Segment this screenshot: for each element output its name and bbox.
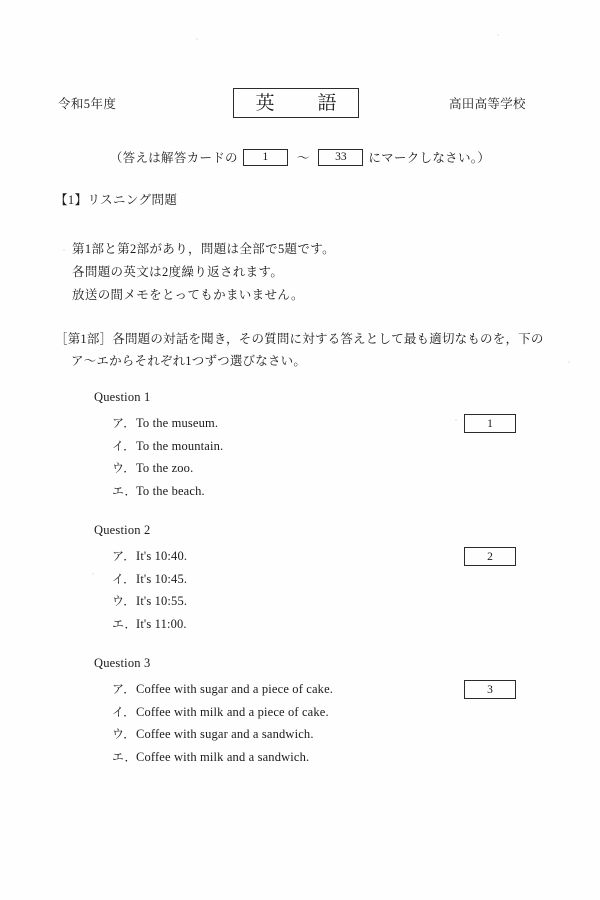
choice-marker: ウ． xyxy=(112,594,136,608)
choice-option[interactable] xyxy=(112,480,223,503)
choice-option[interactable] xyxy=(112,746,333,769)
choice-option[interactable] xyxy=(112,590,187,613)
subject-title-box xyxy=(233,88,359,118)
part1-instruction xyxy=(55,328,555,372)
choice-option[interactable] xyxy=(112,701,333,724)
answer-number-box: 1 xyxy=(464,414,516,433)
choice-text: Coffee with sugar and a sandwich. xyxy=(136,727,314,741)
mark-range-start-box: 1 xyxy=(243,149,288,166)
listening-notes xyxy=(72,238,335,307)
part1-instruction-line: ア～エからそれぞれ1つずつ選びなさい。 xyxy=(71,354,307,368)
section-heading-listening: 【1】リスニング問題 xyxy=(55,193,178,207)
choice-option[interactable] xyxy=(112,723,333,746)
choice-marker: エ． xyxy=(112,616,137,631)
choice-marker: ア． xyxy=(112,682,136,696)
choice-marker: ウ． xyxy=(112,727,136,741)
choice-option[interactable] xyxy=(112,545,187,568)
scan-speckle xyxy=(196,38,198,40)
choice-list xyxy=(112,545,187,635)
choice-marker: エ． xyxy=(112,749,137,764)
choice-text: To the mountain. xyxy=(136,438,224,453)
mark-range-separator: ～ xyxy=(296,151,310,165)
choice-option[interactable] xyxy=(112,435,223,458)
choice-option[interactable] xyxy=(112,678,333,701)
school-name-label: 高田高等学校 xyxy=(449,97,526,111)
scan-speckle xyxy=(497,34,499,36)
scan-speckle xyxy=(568,361,570,363)
choice-text: To the beach. xyxy=(136,483,205,498)
question-label: Question 2 xyxy=(94,523,151,537)
era-year-label: 令和5年度 xyxy=(58,97,117,111)
answer-card-instruction xyxy=(0,146,600,168)
choice-option[interactable] xyxy=(112,457,223,480)
part1-instruction-line: ［第1部］各問題の対話を聞き，その質問に対する答えとして最も適切なものを，下の xyxy=(55,332,544,346)
choice-text: Coffee with milk and a piece of cake. xyxy=(136,704,329,719)
listening-note-line: 放送の間メモをとってもかまいません。 xyxy=(72,288,304,302)
choice-list xyxy=(112,678,333,768)
choice-text: Coffee with sugar and a piece of cake. xyxy=(136,682,334,696)
choice-marker: エ． xyxy=(112,483,137,498)
choice-text: It's 11:00. xyxy=(136,616,187,631)
listening-note-line: 第1部と第2部があり，問題は全部で5題です。 xyxy=(72,242,335,256)
choice-option[interactable] xyxy=(112,412,223,435)
mark-range-end-box: 33 xyxy=(318,149,363,166)
question-label: Question 1 xyxy=(94,390,151,404)
mark-instruction-suffix: にマークしなさい。） xyxy=(368,151,491,165)
listening-note-line: 各問題の英文は2度繰り返されます。 xyxy=(72,265,284,279)
choice-marker: ウ． xyxy=(112,461,136,475)
choice-marker: イ． xyxy=(112,704,136,719)
choice-list xyxy=(112,412,223,502)
choice-option[interactable] xyxy=(112,613,187,636)
page-title: 英 語 xyxy=(255,92,349,114)
choice-marker: イ． xyxy=(112,438,136,453)
choice-marker: イ． xyxy=(112,571,136,586)
document-header xyxy=(0,88,600,122)
choice-marker: ア． xyxy=(112,416,136,430)
scan-speckle xyxy=(455,419,457,421)
choice-text: It's 10:40. xyxy=(136,549,188,563)
choice-marker: ア． xyxy=(112,549,136,563)
choice-text: It's 10:55. xyxy=(136,594,188,608)
question-label: Question 3 xyxy=(94,656,151,670)
choice-text: Coffee with milk and a sandwich. xyxy=(136,749,310,764)
answer-number-box: 2 xyxy=(464,547,516,566)
scan-speckle xyxy=(92,573,94,575)
answer-number-box: 3 xyxy=(464,680,516,699)
choice-text: To the museum. xyxy=(136,416,219,430)
choice-text: It's 10:45. xyxy=(136,571,188,586)
scan-speckle xyxy=(63,249,65,251)
choice-text: To the zoo. xyxy=(136,461,194,475)
mark-instruction-prefix: （答えは解答カードの xyxy=(109,151,238,165)
choice-option[interactable] xyxy=(112,568,187,591)
